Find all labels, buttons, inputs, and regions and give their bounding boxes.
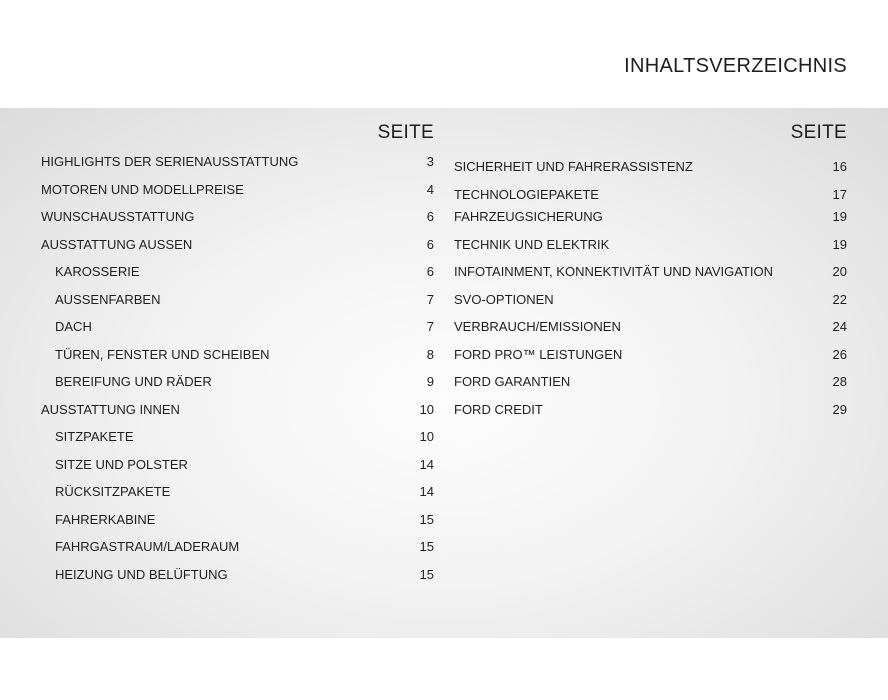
page-column-header: SEITE: [790, 122, 847, 143]
toc-entry-label: VERBRAUCH/EMISSIONEN: [454, 319, 621, 334]
toc-panel: [0, 108, 888, 638]
toc-entry-page-number: 6: [426, 236, 434, 252]
toc-entry-page-number: 16: [832, 159, 847, 174]
toc-entry-page-number: 7: [426, 319, 434, 334]
toc-entry[interactable]: [454, 262, 847, 282]
toc-entry[interactable]: [41, 290, 434, 310]
toc-entry-label: BEREIFUNG UND RÄDER: [55, 374, 212, 389]
toc-entry[interactable]: [41, 427, 434, 447]
toc-entry[interactable]: [41, 455, 434, 475]
toc-entry-page-number: 10: [419, 401, 434, 417]
toc-entry[interactable]: [41, 235, 434, 255]
toc-entry[interactable]: [454, 290, 847, 310]
toc-entry[interactable]: [454, 185, 847, 205]
toc-entry-page-number: 19: [832, 209, 847, 224]
toc-entry-page-number: 24: [832, 319, 847, 334]
toc-entry[interactable]: [41, 345, 434, 365]
toc-entry[interactable]: [41, 537, 434, 557]
toc-entry-label: INFOTAINMENT, KONNEKTIVITÄT UND NAVIGATION: [454, 264, 774, 279]
toc-entry-label: HEIZUNG UND BELÜFTUNG: [55, 566, 228, 582]
toc-entry-page-number: 19: [832, 237, 847, 252]
toc-entry-label: FAHRGASTRAUM/LADERAUM: [55, 539, 240, 554]
toc-entry[interactable]: [41, 207, 434, 227]
toc-entry[interactable]: [454, 235, 847, 255]
toc-entry-label: FAHRZEUGSICHERUNG: [454, 209, 603, 224]
toc-entry[interactable]: [41, 262, 434, 282]
toc-entry-page-number: 3: [426, 154, 434, 169]
toc-entry-label: SITZPAKETE: [55, 429, 134, 444]
toc-entry[interactable]: [41, 317, 434, 337]
toc-entry-label: TECHNIK UND ELEKTRIK: [454, 237, 610, 252]
toc-entry-label: AUSSTATTUNG INNEN: [41, 401, 180, 417]
toc-entry[interactable]: [454, 345, 847, 365]
toc-entry-page-number: 4: [426, 181, 434, 197]
toc-entry-page-number: 15: [419, 566, 434, 582]
toc-entry-page-number: 14: [419, 456, 434, 472]
toc-entry-page-number: 9: [426, 374, 434, 389]
toc-entry-page-number: 28: [832, 374, 847, 389]
toc-entry-label: RÜCKSITZPAKETE: [55, 484, 171, 499]
toc-entry[interactable]: [41, 152, 434, 172]
toc-entry-label: KAROSSERIE: [55, 264, 140, 279]
toc-entry-page-number: 15: [419, 511, 434, 527]
toc-entry-page-number: 15: [419, 539, 434, 554]
toc-entry-page-number: 8: [426, 346, 434, 362]
toc-entry-page-number: 6: [426, 209, 434, 224]
toc-entry[interactable]: [454, 372, 847, 392]
toc-entry-label: SVO-OPTIONEN: [454, 292, 554, 307]
toc-entry-label: FAHRERKABINE: [55, 511, 156, 527]
toc-entry-page-number: 20: [832, 264, 847, 279]
toc-entry-label: SICHERHEIT UND FAHRERASSISTENZ: [454, 159, 693, 174]
toc-entry-page-number: 10: [419, 429, 434, 444]
toc-entry-page-number: 29: [832, 402, 847, 417]
toc-entry[interactable]: [454, 317, 847, 337]
toc-entry[interactable]: [41, 482, 434, 502]
toc-entry-page-number: 17: [832, 187, 847, 202]
toc-entry-page-number: 14: [419, 484, 434, 499]
toc-entry-label: FORD CREDIT: [454, 402, 543, 417]
toc-entry-page-number: 6: [426, 264, 434, 279]
toc-entry-label: FORD GARANTIEN: [454, 374, 571, 389]
toc-entry-label: HIGHLIGHTS DER SERIENAUSSTATTUNG: [41, 154, 299, 169]
toc-entry-label: WUNSCHAUSSTATTUNG: [41, 209, 195, 224]
toc-entry[interactable]: [41, 400, 434, 420]
toc-entry[interactable]: [41, 180, 434, 200]
toc-entry[interactable]: [41, 510, 434, 530]
toc-entry-page-number: 26: [832, 347, 847, 362]
toc-entry-label: AUSSENFARBEN: [55, 291, 161, 307]
toc-entry-label: SITZE UND POLSTER: [55, 456, 188, 472]
page-column-header: SEITE: [377, 122, 434, 143]
toc-entry-page-number: 7: [426, 291, 434, 307]
toc-entry[interactable]: [454, 157, 847, 177]
toc-entry[interactable]: [454, 207, 847, 227]
toc-entry[interactable]: [41, 565, 434, 585]
page-title: INHALTSVERZEICHNIS: [624, 55, 847, 77]
toc-entry[interactable]: [41, 372, 434, 392]
toc-entry-label: TECHNOLOGIEPAKETE: [454, 187, 599, 202]
toc-entry-label: DACH: [55, 319, 92, 334]
toc-entry-label: AUSSTATTUNG AUSSEN: [41, 236, 193, 252]
toc-entry-label: TÜREN, FENSTER UND SCHEIBEN: [55, 346, 270, 362]
toc-entry-label: FORD PRO™ LEISTUNGEN: [454, 347, 623, 362]
toc-entry[interactable]: [454, 400, 847, 420]
toc-entry-page-number: 22: [832, 292, 847, 307]
toc-entry-label: MOTOREN UND MODELLPREISE: [41, 181, 244, 197]
